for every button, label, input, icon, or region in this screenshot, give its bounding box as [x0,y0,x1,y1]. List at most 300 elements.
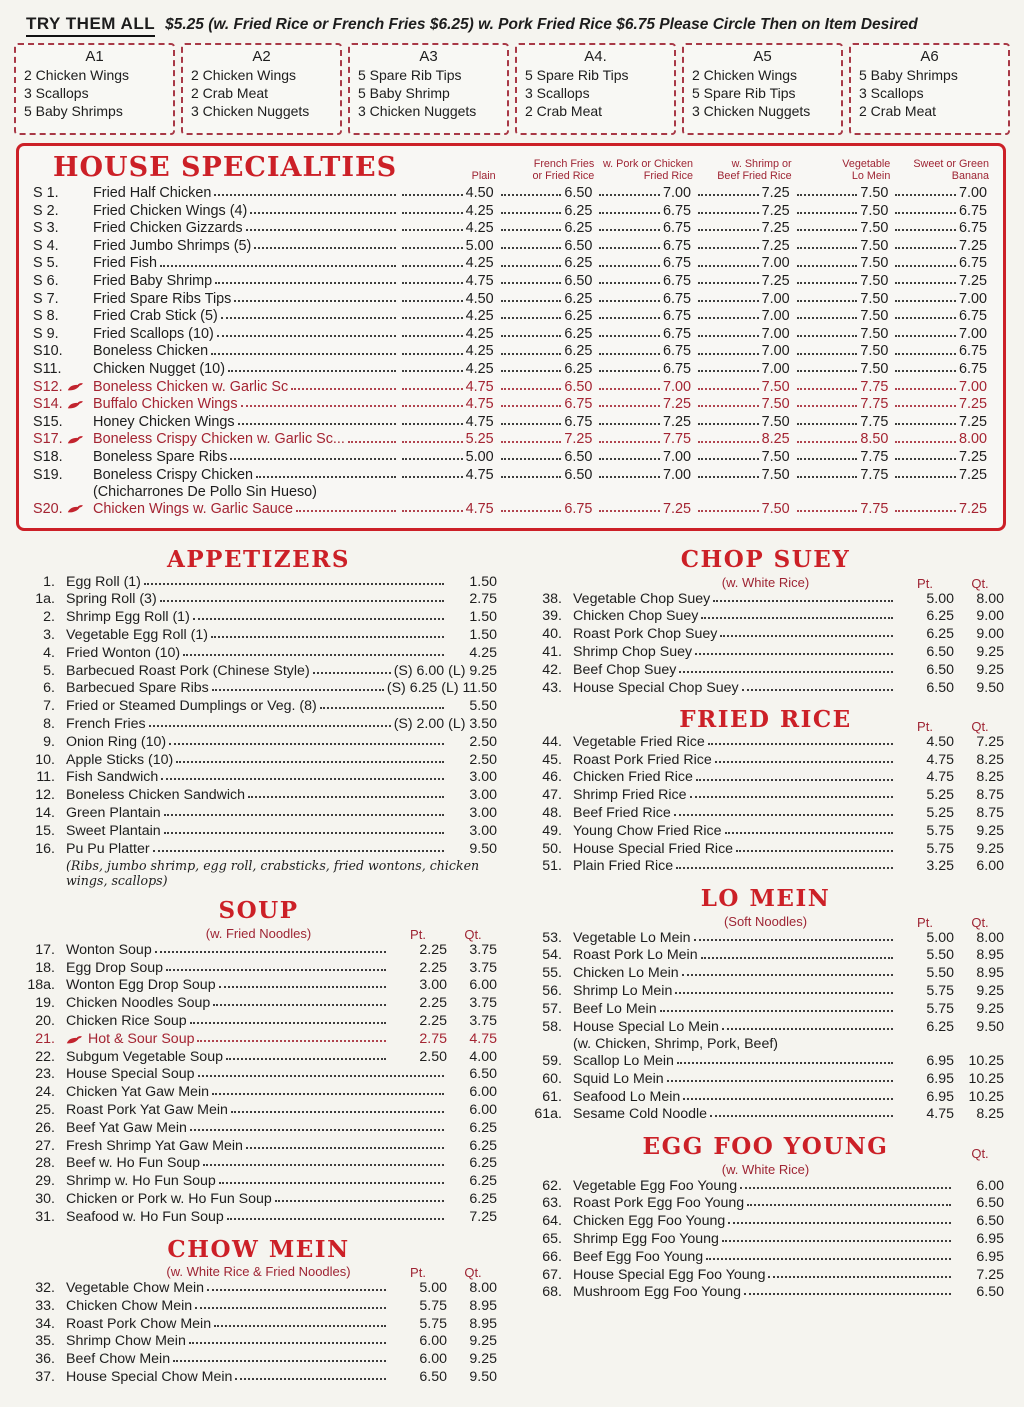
combo-code: A3 [419,48,438,65]
item-price: 9.50 [469,840,497,857]
quart-price: 8.95 [976,947,1004,964]
dots-leader [698,501,759,512]
section-subtitle: (w. White Rice) [721,1161,810,1177]
section-title: SOUP [218,897,299,925]
item-name: Beef Yat Gaw Mein [66,1119,187,1136]
dots-leader [402,467,463,478]
menu-item-row [20,609,497,627]
quart-column-label: Qt. [971,575,989,591]
menu-item-row [527,1019,1004,1037]
item-number: 60. [542,1070,562,1087]
quart-price: 6.00 [976,858,1004,875]
pint-price: 5.00 [419,1280,447,1296]
section-subtitle-row [527,913,1004,930]
item-price: 4.25 [469,644,497,661]
item-name: Shrimp Lo Mein [573,983,673,1000]
pint-column-label: Pt. [410,1265,426,1280]
combo-strip [14,43,1010,135]
combo-item: 3 Scallops [859,85,924,102]
item-name: Fried Fish [93,255,399,273]
dots-leader [402,431,463,442]
section-header [527,707,1004,733]
specialty-row [31,220,991,238]
item-price: 4.25 [399,220,498,238]
item-price: 6.95 [976,1248,1004,1265]
item-number: 10. [35,751,55,768]
menu-item-row [20,716,497,734]
item-name: Roast Pork Fried Rice [573,751,712,768]
dots-leader [694,930,893,941]
item-name: Shrimp Chop Suey [573,644,693,661]
item-number: S 4. [33,237,59,254]
pint-price: 6.25 [926,608,954,625]
item-name: Fried Chicken Wings (4) [93,203,399,221]
dots-leader [219,1173,444,1184]
dots-leader [501,361,562,372]
menu-item-row [527,805,1004,823]
item-number: 7. [43,698,55,715]
item-name: Vegetable Lo Mein [573,929,691,946]
item-price: 4.25 [399,361,498,379]
quart-price: 9.50 [469,1368,497,1385]
top-banner [26,14,1010,37]
item-price: 7.25 [498,431,597,449]
dots-leader [667,1071,893,1082]
dots-leader [797,273,858,284]
item-number: 51. [542,858,562,875]
dots-leader [599,414,660,425]
section-title: FRIED RICE [679,706,852,734]
item-number: 8. [43,716,55,732]
item-number: S18. [33,448,63,465]
quart-price: 10.25 [968,1052,1004,1069]
item-price: 6.50 [498,379,597,397]
item-number: 64. [542,1213,562,1230]
dots-leader [895,449,956,460]
item-number: S19. [33,466,63,483]
try-them-all-label: TRY THEM ALL [26,14,155,37]
quart-price: 6.00 [469,977,497,994]
dots-leader [895,414,956,425]
quart-price: 9.25 [469,1351,497,1368]
dots-leader [797,291,858,302]
chili-pepper-icon [67,382,85,392]
dots-leader [740,1178,951,1189]
dots-leader [166,960,386,971]
item-price: 7.25 [596,501,695,519]
menu-item-row [527,1071,1004,1089]
menu-item-row [20,1333,497,1351]
quart-price: 9.50 [976,679,1004,696]
item-name: Fresh Shrimp Yat Gaw Mein [66,1137,243,1154]
item-name: Apple Sticks (10) [66,751,174,768]
item-price: 6.00 [469,1084,497,1101]
dots-leader [402,414,463,425]
item-number: 30. [35,1190,55,1207]
dots-leader [501,326,562,337]
item-price: 6.75 [892,308,991,326]
item-number: S 1. [33,185,59,201]
dots-leader [797,467,858,478]
menu-item-row [20,574,497,592]
item-price: 6.25 [498,220,597,238]
dots-leader [402,203,463,214]
dots-leader [895,396,956,407]
item-price: 6.75 [892,203,991,221]
item-name: French Fries [66,716,146,732]
menu-item-row [527,644,1004,662]
dots-leader [203,1155,444,1166]
dots-leader [215,273,396,284]
item-price: 7.75 [794,379,893,397]
item-number: 42. [542,661,562,678]
item-price: 6.25 [469,1155,497,1172]
menu-item-row [20,1298,497,1316]
menu-section [527,707,1004,876]
item-number: 44. [542,733,562,750]
item-number: 38. [542,590,562,607]
quart-column-label: Qt. [464,926,482,942]
dots-leader [695,644,893,655]
menu-item-row [20,823,497,841]
item-price: 2.50 [469,751,497,768]
dots-leader [248,787,444,798]
dots-leader [501,238,562,249]
item-number: 66. [542,1248,562,1265]
section-header [527,1134,1004,1160]
item-name: House Special Lo Mein [573,1018,719,1035]
combo-code: A4. [584,48,607,65]
section-title: EGG FOO YOUNG [642,1133,889,1161]
item-name: Sweet Plantain [66,822,161,839]
dots-leader [720,626,893,637]
item-price: 7.50 [794,326,893,344]
quart-price: 8.00 [469,1280,497,1296]
menu-item-row [20,1316,497,1334]
section-header [20,547,497,573]
quart-price: 9.25 [976,661,1004,678]
dots-leader [698,326,759,337]
item-price: 4.75 [399,414,498,432]
item-number: 27. [35,1137,55,1154]
dots-leader [213,995,386,1006]
item-price: 4.25 [399,326,498,344]
menu-item-row [527,787,1004,805]
quart-price: 3.75 [469,995,497,1012]
item-name: Onion Ring (10) [66,733,167,750]
section-title: APPETIZERS [167,546,350,574]
dots-leader [599,326,660,337]
price-column-header: French Fries or Fried Rice [532,157,595,183]
item-number: 33. [35,1297,55,1314]
dots-leader [675,983,893,994]
item-price: 6.50 [498,467,597,485]
pint-price: 3.00 [419,977,447,994]
pint-price: 5.75 [926,1000,954,1017]
dots-leader [895,379,956,390]
pint-price: 6.00 [419,1333,447,1350]
menu-item-row [527,591,1004,609]
dots-leader [149,716,391,727]
dots-leader [797,361,858,372]
item-price: 3.00 [469,769,497,786]
item-name: Chicken Wings w. Garlic Sauce [93,501,399,519]
item-name: House Special Egg Foo Young [573,1266,766,1283]
item-name: Chicken Egg Foo Young [573,1213,726,1230]
chili-pepper-icon [66,1035,84,1045]
dots-leader [701,947,893,958]
quart-price: 8.95 [976,965,1004,982]
dots-leader [599,431,660,442]
dots-leader [895,343,956,354]
item-price: 2.50 [469,733,497,750]
menu-item-row [527,1089,1004,1107]
item-price: 4.75 [399,273,498,291]
pint-price: 3.25 [926,858,954,875]
dots-leader [227,1209,444,1220]
pint-column-label: Pt. [917,575,933,591]
menu-item-row [20,942,497,960]
item-name: Roast Pork Egg Foo Young [573,1195,745,1212]
item-name: Fried Baby Shrimp [93,273,399,291]
item-number: S 6. [33,272,59,289]
item-price: 7.50 [695,414,794,432]
quart-price: 3.75 [469,959,497,976]
item-price: 4.50 [399,291,498,309]
combo-item: 5 Baby Shrimp [358,85,450,102]
dots-leader [402,291,463,302]
quart-price: 8.95 [469,1297,497,1314]
banner-pricing-note: $5.25 (w. Fried Rice or French Fries $6.25) w. Pork Fried Rice $6.75 Please Circle Then on Item Desired [165,16,918,33]
price-column-header: w. Pork or Chicken Fried Rice [602,157,693,183]
item-number: 65. [542,1230,562,1247]
item-number: S 5. [33,255,59,272]
item-price: 4.75 [399,467,498,485]
dots-leader [164,823,444,834]
dots-leader [698,396,759,407]
pint-price: 4.75 [926,1106,954,1123]
quart-price: 8.25 [976,1106,1004,1123]
item-number: 50. [542,840,562,857]
dots-leader [402,449,463,460]
dots-leader [402,255,463,266]
dots-leader [320,698,444,709]
dots-leader [169,734,444,745]
item-name: Vegetable Egg Roll (1) [66,627,208,644]
item-price: 7.25 [976,1266,1004,1283]
item-price: 7.00 [695,308,794,326]
item-name: Chicken Noodles Soup [66,995,211,1012]
menu-item-row [20,698,497,716]
dots-leader [402,273,463,284]
dots-leader [725,823,893,834]
menu-item-row [20,663,497,681]
pint-price: 6.50 [926,644,954,661]
dots-leader [895,467,956,478]
dots-leader [238,414,396,425]
dots-leader [190,1013,386,1024]
item-price: 7.00 [596,379,695,397]
item-price: 5.50 [469,698,497,715]
dots-leader [698,185,759,196]
item-name: Beef Egg Foo Young [573,1248,704,1265]
item-number: 22. [35,1048,55,1065]
pint-price: 5.75 [419,1297,447,1314]
dots-leader [193,609,444,620]
dots-leader [212,1084,444,1095]
dots-leader [706,1249,951,1260]
item-name: Chicken or Pork w. Ho Fun Soup [66,1190,272,1207]
dots-leader [402,379,463,390]
section-subtitle-row [527,1161,1004,1178]
specialty-row [31,185,991,203]
combo-box [849,43,1010,135]
dots-leader [402,326,463,337]
dots-leader [212,680,384,691]
item-price: 6.50 [498,273,597,291]
pint-column-label: Pt. [917,914,933,930]
dots-leader [797,255,858,266]
dots-leader [698,273,759,284]
dots-leader [211,343,396,354]
item-number: 11. [36,769,55,786]
dots-leader [895,255,956,266]
quart-price: 9.25 [976,1000,1004,1017]
quart-price: 4.00 [469,1048,497,1065]
dots-leader [797,203,858,214]
specialty-row [31,238,991,256]
item-name: Wonton Soup [66,941,152,958]
dots-leader [256,467,396,478]
combo-item: 5 Baby Shrimps [859,67,958,83]
dots-leader [234,291,396,302]
item-price: 6.50 [498,185,597,203]
menu-item-row [527,1267,1004,1285]
item-price: 6.75 [596,361,695,379]
section-subtitle: (w. Fried Noodles) [205,925,312,941]
item-price: 4.25 [399,203,498,221]
dots-leader [402,501,463,512]
item-price: 7.00 [695,291,794,309]
dots-leader [501,273,562,284]
item-name: Shrimp Egg Foo Young [573,1230,719,1247]
pint-price: 5.50 [926,947,954,964]
item-price: 7.25 [695,185,794,203]
quart-price: 9.25 [976,822,1004,839]
item-name: House Special Chop Suey [573,679,739,696]
dots-leader [195,1298,386,1309]
menu-item-row [527,1249,1004,1267]
pint-price: 6.00 [419,1351,447,1368]
item-name: Beef w. Ho Fun Soup [66,1155,201,1172]
specialty-row [31,414,991,432]
item-name: Vegetable Fried Rice [573,733,705,750]
pint-price: 2.25 [419,941,447,958]
item-price: 6.25 [498,203,597,221]
dots-leader [402,185,463,196]
menu-item-row [527,1195,1004,1213]
menu-item-row [527,823,1004,841]
item-number: 31. [35,1208,55,1225]
item-price: 6.75 [596,203,695,221]
dots-leader [698,203,759,214]
dots-leader [176,752,444,763]
item-name: Boneless Spare Ribs [93,449,399,467]
quart-price: 9.25 [976,983,1004,1000]
item-number: 40. [542,626,562,643]
dots-leader [214,1316,386,1327]
dots-leader [313,663,391,674]
menu-item-row [527,1284,1004,1302]
item-price: 7.00 [892,185,991,203]
quart-price: 8.25 [976,751,1004,768]
dots-leader [207,1280,386,1291]
dots-leader [710,1106,893,1117]
item-number: 45. [542,751,562,768]
item-price: 6.50 [469,1066,497,1083]
dots-leader [246,220,396,231]
dots-leader [246,1138,444,1149]
menu-item-row [20,680,497,698]
item-price: 7.00 [695,361,794,379]
specialty-row [31,396,991,414]
item-number: 16. [35,840,55,857]
quart-price: 7.25 [976,733,1004,750]
item-price: 7.25 [892,396,991,414]
pint-column-label: Pt. [917,718,933,734]
quart-column-label: Qt. [464,1265,482,1280]
item-name: Wonton Egg Drop Soup [66,977,216,994]
combo-item: 2 Crab Meat [191,85,269,102]
item-name: Buffalo Chicken Wings [93,396,399,414]
dots-leader [698,379,759,390]
menu-item-row [527,1213,1004,1231]
dots-leader [501,379,562,390]
item-note: (w. Chicken, Shrimp, Pork, Beef) [573,1036,778,1053]
item-number: S10. [33,343,63,360]
specialty-row [31,467,991,485]
menu-item-row [527,626,1004,644]
dots-leader [895,308,956,319]
item-name: Barbecued Spare Ribs [66,680,209,697]
menu-item-row [527,769,1004,787]
item-price: 6.75 [498,501,597,519]
item-number: 32. [35,1280,55,1296]
dots-leader [722,1019,893,1030]
quart-column-label: Qt. [971,914,989,930]
item-number: S 7. [33,290,59,307]
menu-item-row [20,1013,497,1031]
dots-leader [291,379,396,390]
item-price: 7.00 [892,326,991,344]
item-name: Fried Half Chicken [93,185,399,203]
item-number: 6. [43,680,55,697]
specialty-row [31,308,991,326]
item-price: 7.50 [695,501,794,519]
item-price: 7.50 [695,379,794,397]
item-name: Seafood w. Ho Fun Soup [66,1208,224,1225]
dots-leader [690,787,893,798]
price-column-header: Plain [471,170,496,183]
item-price: 7.75 [794,414,893,432]
menu-item-row [20,769,497,787]
item-price: 7.50 [794,255,893,273]
menu-item-row [527,1001,1004,1019]
dots-leader [501,449,562,460]
menu-item-row [20,591,497,609]
pint-column-label: Pt. [410,926,426,942]
combo-item: 5 Spare Rib Tips [525,67,629,83]
